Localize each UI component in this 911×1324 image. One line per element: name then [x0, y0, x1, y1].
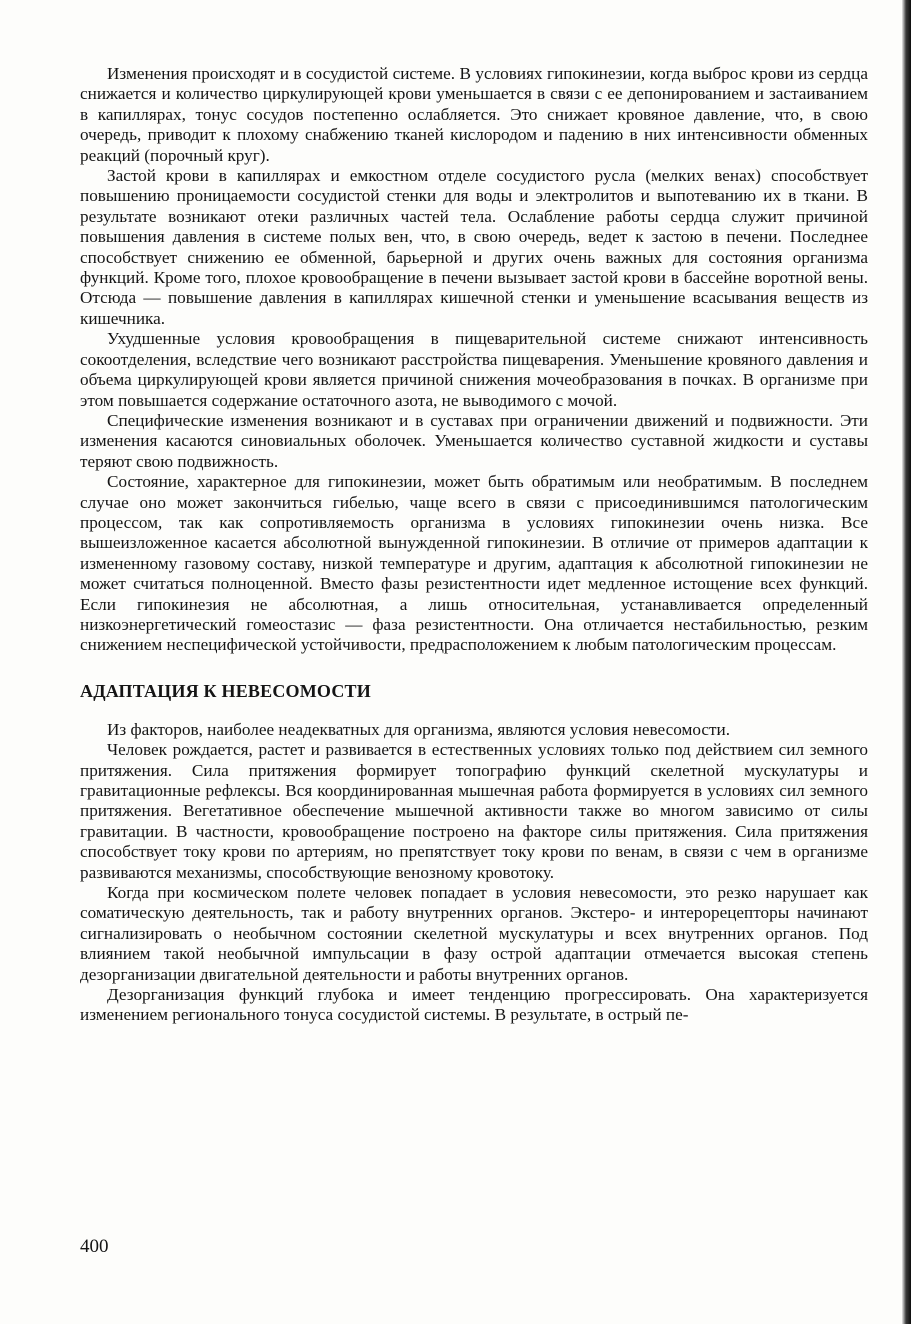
- page-body: [80, 64, 868, 1026]
- paragraph-capillary-stasis: Застой крови в капиллярах и емкостном отделе сосудистого русла (мелких венах) способствует повышению проницаемости сосудистой стенки для воды и электролитов и выпотеванию их в ткани. В результате возникают отеки различных частей тела. Ослабление работы сердца служит причиной повышения давления в системе полых вен, что, в свою очередь, ведет к застою в печени. Последнее способствует снижению ее обменной, барьерной и других очень важных для состояния организма функций. Кроме того, плохое кровообращение в печени вызывает застой крови в бассейне воротной вены. Отсюда — повышение давления в капиллярах кишечной стенки и уменьшение всасывания веществ из кишечника.: [80, 166, 868, 328]
- scan-edge-shadow: [902, 0, 911, 1324]
- paragraph-joint-changes: Специфические изменения возникают и в суставах при ограничении движений и подвижности. Эти изменения касаются синовиальных оболочек. Уменьшается количество суставной жидкости и суставы теряют свою подвижность.: [80, 410, 868, 471]
- paragraph-hypokinesia-state: Состояние, характерное для гипокинезии, может быть обратимым или необратимым. В последнем случае оно может закончиться гибелью, чаще всего в связи с присоединившимся патологическим процессом, так как сопротивляемость организма в условиях гипокинезии очень низка. Все вышеизложенное касается абсолютной вынужденной гипокинезии. В отличие от примеров адаптации к измененному газовому составу, низкой температуре и другим, адаптация к абсолютной гипокинезии не может считаться полноценной. Вместо фазы резистентности идет медленное истощение всех функций. Если гипокинезия не абсолютная, а лишь относительная, устанавливается определенный низкоэнергетический гомеостазис — фаза резистентности. Она отличается нестабильностью, резким снижением неспецифической устойчивости, предрасположением к любым патологическим процессам.: [80, 472, 868, 655]
- paragraph-disorganization: Дезорганизация функций глубока и имеет тенденцию прогрессировать. Она характеризуется изменением регионального тонуса сосудистой системы. В результате, в острый пе-: [80, 985, 868, 1025]
- section-heading: АДАПТАЦИЯ К НЕВЕСОМОСТИ: [80, 680, 371, 701]
- paragraph-space-flight: Когда при космическом полете человек попадает в условия невесомости, это резко нарушает как соматическую деятельность, так и работу внутренних органов. Экстеро- и интерорецепторы начинают сигнализировать о необычном состоянии скелетной мускулатуры и всех внутренних органов. Под влиянием такой необычной импульсации в фазу острой адаптации отмечается высокая степень дезорганизации двигательной деятельности и работы внутренних органов.: [80, 883, 868, 984]
- paragraph-gravity: Человек рождается, растет и развивается в естественных условиях только под действием сил земного притяжения. Сила притяжения формирует топографию функций скелетной мускулатуры и гравитационные рефлексы. Вся координированная мышечная работа формируется в условиях сил земного притяжения. Вегетативное обеспечение мышечной активности также во многом зависимо от силы гравитации. В частности, кровообращение построено на факторе силы притяжения. Сила притяжения способствует току крови по артериям, но препятствует току крови по венам, в связи с чем в организме развиваются механизмы, способствующие венозному кровотоку.: [80, 740, 868, 882]
- paragraph-weightlessness-factors: Из факторов, наиболее неадекватных для организма, являются условия невесомости.: [107, 719, 731, 739]
- paragraph-vascular-changes: Изменения происходят и в сосудистой системе. В условиях гипокинезии, когда выброс крови из сердца снижается и количество циркулирующей крови уменьшается в связи с ее депонированием и застаиванием в капиллярах, тонус сосудов постепенно ослабляется. Это снижает кровяное давление, что, в свою очередь, приводит к плохому снабжению тканей кислородом и падению в них интенсивности обменных реакций (порочный круг).: [80, 64, 868, 165]
- paragraph-digestive-system: Ухудшенные условия кровообращения в пищеварительной системе снижают интенсивность сокоотделения, вследствие чего возникают расстройства пищеварения. Уменьшение кровяного давления и объема циркулирующей крови является причиной снижения мочеобразования в почках. В организме при этом повышается содержание остаточного азота, не выводимого с мочой.: [80, 329, 868, 410]
- page-number: 400: [80, 1236, 109, 1257]
